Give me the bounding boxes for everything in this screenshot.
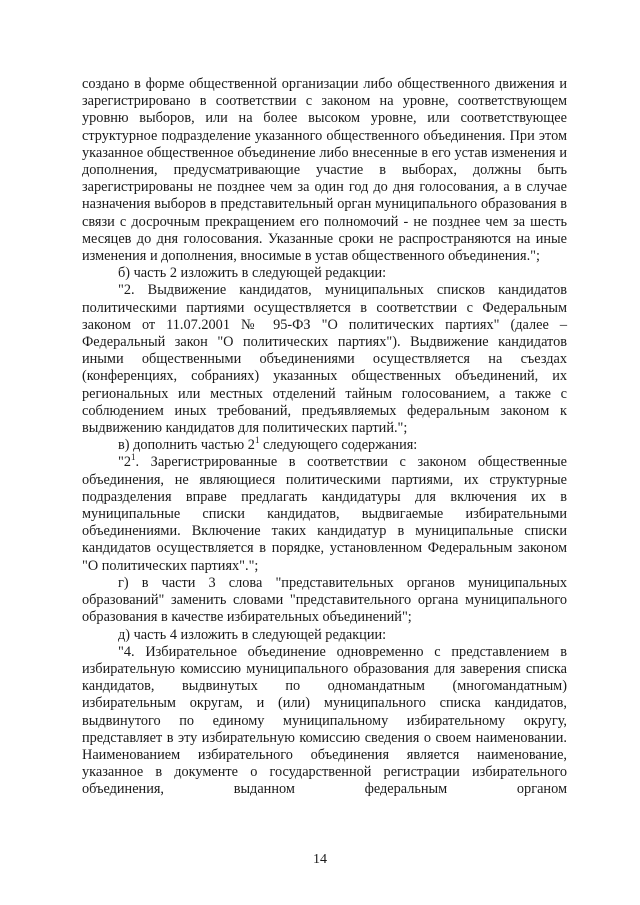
paragraph-item-v — [82, 437, 567, 454]
paragraph-part-2-text: "2. Выдвижение кандидатов, муниципальных списков кандидатов политическими партиями осуществляется в соответствии с Федеральным законом от 11.07.2001 № 95-ФЗ "О политических партиях" (далее – Федеральный закон "О политических партиях"). Выдвижение кандидатов иными общественными объединениями осуществляется на съездах (конференциях, собраниях) указанных общественных объединений, их региональных или местных отделений тайным голосованием, а также с соблюдением иных требований, предъявляемых федеральным законом к выдвижению кандидатов для политических партий."; — [82, 282, 567, 437]
document-body — [82, 76, 567, 799]
item-v-text-after: следующего содержания: — [259, 437, 418, 454]
part-2-1-text-before: "2 — [118, 454, 131, 471]
paragraph-item-b: б) часть 2 изложить в следующей редакции: — [118, 265, 387, 282]
page-number: 14 — [313, 852, 327, 867]
item-v-text-before: в) дополнить частью 2 — [118, 437, 255, 454]
part-2-1-superscript: 1 — [131, 452, 136, 463]
paragraph-continuation: создано в форме общественной организации либо общественного движения и зарегистрировано в соответствии с законом на уровне, соответствующем уровню выборов, или на более высоком уровне, или соответствующее структурное подразделение указанного общественного объединения. При этом указанное общественное объединение либо внесенные в его устав изменения и дополнения, предусматривающие участие в выборах, должны быть зарегистрированы не позднее чем за один год до дня голосования, а в случае назначения выборов в представительный орган муниципального образования в связи с досрочным прекращением его полномочий - не позднее чем за шесть месяцев до дня голосования. Указанные сроки не распространяются на иные изменения и дополнения, вносимые в устав общественного объединения."; — [82, 76, 567, 265]
paragraph-part-2-1-text — [82, 454, 567, 574]
item-v-superscript: 1 — [254, 435, 260, 446]
paragraph-part-4-text: "4. Избирательное объединение одновременно с представлением в избирательную комиссию муниципального образования для заверения списка кандидатов, выдвинутых по одномандатным (многомандатным) избирательным округам, и (или) муниципального списка кандидатов, выдвинутого по единому муниципальному избирательному округу, представляет в эту избирательную комиссию сведения о своем наименовании. Наименованием избирательного объединения является наименование, указанное в документе о государственной регистрации избирательного объединения, выданном федеральным органом — [82, 643, 567, 798]
paragraph-item-d: д) часть 4 изложить в следующей редакции: — [118, 626, 387, 643]
part-2-1-text-after: . Зарегистрированные в соответствии с законом общественные объединения, не являющиеся политическими партиями, их структурные подразделения вправе предлагать кандидатуры для включения их в муниципальные списки кандидатов, выдвигаемые избирательными объединениями. Включение таких кандидатур в муниципальные списки кандидатов осуществляется в порядке, установленном Федеральным законом "О политических партиях"."; — [82, 454, 567, 574]
paragraph-item-g: г) в части 3 слова "представительных органов муниципальных образований" заменить словами "представительного органа муниципального образования в качестве избирательных объединений"; — [82, 574, 567, 626]
